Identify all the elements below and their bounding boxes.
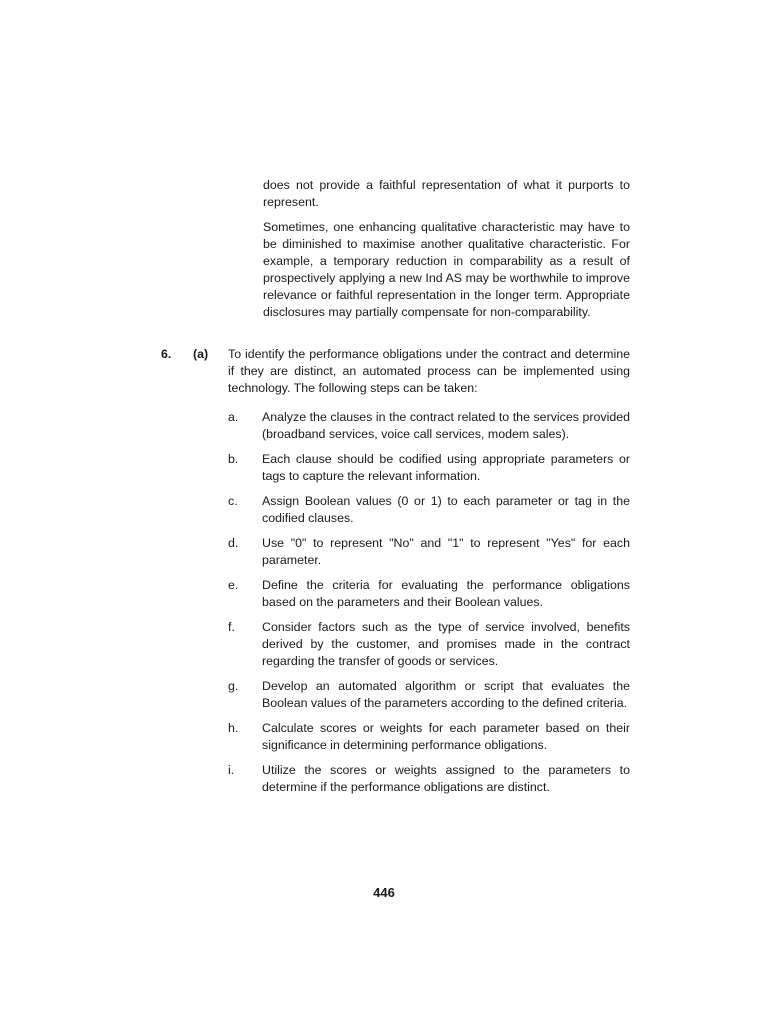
list-item-text: Calculate scores or weights for each parameter based on their significance in determining performance obligations. xyxy=(262,721,630,752)
list-item-label: h. xyxy=(228,721,239,735)
list-item xyxy=(228,577,630,611)
list-item xyxy=(228,535,630,569)
list-item-label: g. xyxy=(228,679,239,693)
list-item-text: Define the criteria for evaluating the performance obligations based on the parameters and their Boolean values. xyxy=(262,578,630,609)
list-item-text: Utilize the scores or weights assigned to the parameters to determine if the performance obligations are distinct. xyxy=(262,763,630,794)
question-intro: To identify the performance obligations under the contract and determine if they are distinct, an automated process can be implemented using technology. The following steps can be taken: xyxy=(228,347,630,395)
steps-list xyxy=(228,409,630,804)
list-item-label: i. xyxy=(228,763,235,777)
list-item-label: e. xyxy=(228,578,239,592)
list-item-text: Use "0" to represent "No" and "1" to represent "Yes" for each parameter. xyxy=(262,536,630,567)
list-item xyxy=(228,619,630,670)
page-number: 446 xyxy=(373,885,395,900)
list-item-text: Develop an automated algorithm or script that evaluates the Boolean values of the parameters according to the defined criteria. xyxy=(262,679,630,710)
list-item xyxy=(228,762,630,796)
list-item-text: Analyze the clauses in the contract related to the services provided (broadband services, voice call services, modem sales). xyxy=(262,410,630,441)
list-item-text: Consider factors such as the type of service involved, benefits derived by the customer, and promises made in the contract regarding the transfer of goods or services. xyxy=(262,620,630,668)
list-item-label: c. xyxy=(228,494,238,508)
continuation-paragraph-1: does not provide a faithful representation of what it purports to represent. xyxy=(263,178,630,209)
list-item-label: d. xyxy=(228,536,239,550)
list-item-label: b. xyxy=(228,452,239,466)
list-item xyxy=(228,720,630,754)
list-item xyxy=(228,678,630,712)
list-item xyxy=(228,451,630,485)
list-item-text: Assign Boolean values (0 or 1) to each parameter or tag in the codified clauses. xyxy=(262,494,630,525)
list-item xyxy=(228,493,630,527)
list-item xyxy=(228,409,630,443)
question-number: 6. xyxy=(161,347,172,361)
question-part: (a) xyxy=(193,347,209,361)
list-item-label: a. xyxy=(228,410,239,424)
list-item-label: f. xyxy=(228,620,235,634)
continuation-paragraph-2: Sometimes, one enhancing qualitative characteristic may have to be diminished to maximise another qualitative characteristic. For example, a temporary reduction in comparability as a result of prospectively applying a new Ind AS may be worthwhile to improve relevance or faithful representation in the longer term. Appropriate disclosures may partially compensate for non-comparability. xyxy=(263,220,630,319)
list-item-text: Each clause should be codified using appropriate parameters or tags to capture the relevant information. xyxy=(262,452,630,483)
